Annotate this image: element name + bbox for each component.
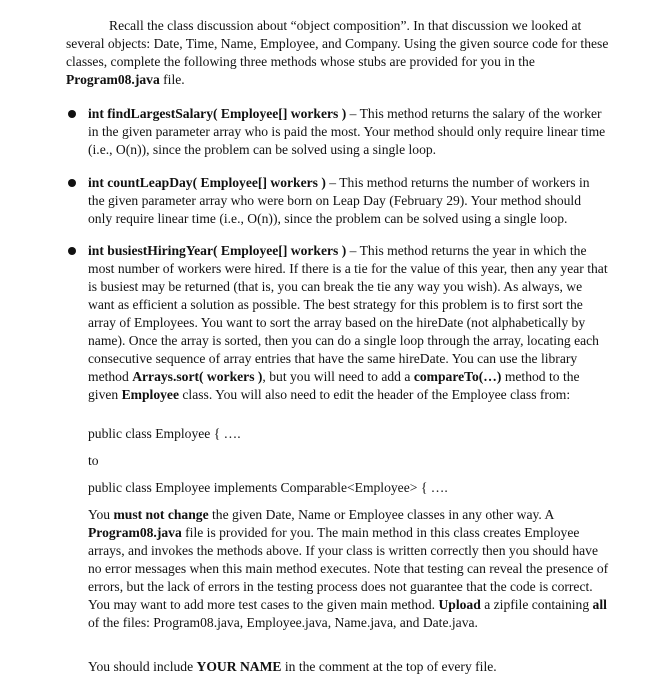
rules-text: a zipfile containing [480, 597, 593, 612]
method-description-end: class. You will also need to edit the header of the Employee class from: [179, 387, 571, 402]
rules-text: the given Date, Name or Employee classes in any other way. A [208, 507, 554, 522]
class-header-old: public class Employee { …. [88, 426, 241, 441]
method-description-cont: method to the given [88, 369, 580, 402]
your-name-emphasis: YOUR NAME [196, 659, 282, 674]
rules-text: of the files: Program08.java, Employee.java, Name.java, and Date.java. [88, 615, 478, 630]
upload-emphasis: Upload [438, 597, 481, 612]
footer-text: in the comment at the top of every file. [281, 659, 497, 674]
method-description-cont: , but you will need to add a [262, 369, 414, 384]
method-item-busiest-hiring-year [88, 242, 608, 404]
method-description: – This method returns the number of workers in the given parameter array who were born on Leap Day (February 29). Your method should only require linear time (i.e., O(n)), since the problem can be solved using a single loop. [88, 175, 590, 226]
rules-text: file is provided for you. The main method in this class creates Employee arrays, and invokes the methods above. If your class is written correctly then you should have no error messages when this main method executes. Note that testing can reveal the presence of errors, but the lack of errors in the testing process does not guarantee that the code is correct. You may want to add more test cases to the given main method. [88, 525, 609, 612]
bullet-2 [68, 179, 76, 187]
intro-text-end: file. [159, 72, 185, 87]
intro-text: Recall the class discussion about “object composition”. In that discussion we looked at several objects: Date, Time, Name, Employee, and Company. Using the given source code for these classes, complete the following three methods whose stubs are provided for you in the [66, 18, 609, 69]
to-word: to [88, 453, 99, 468]
program-file-name: Program08.java [88, 525, 182, 540]
employee-class-name: Employee [121, 387, 179, 402]
method-signature: int countLeapDay( Employee[] workers ) [88, 175, 326, 190]
must-not-change-emphasis: must not change [113, 507, 209, 522]
method-signature: int findLargestSalary( Employee[] workers ) [88, 106, 347, 121]
method-description: – This method returns the year in which the most number of workers were hired. If there is a tie for the value of this year, then any year that is busiest may be returned (that is, you can break the tie any way you wish). As always, we want as efficient a solution as possible. The best strategy for this problem is to first sort the array of Employees. You want to sort the array based on the hireDate (not alphabetically by name). Once the array is sorted, then you can do a single loop through the array, locating each consecutive sequence of array entries that have the same hireDate. You can use the library method [88, 243, 608, 384]
bullet-1 [68, 110, 76, 118]
rules-paragraph [88, 506, 610, 632]
footer-note [88, 658, 610, 676]
arrays-sort-call: Arrays.sort( workers ) [132, 369, 263, 384]
bullet-3 [68, 247, 76, 255]
program-file-name: Program08.java [66, 72, 160, 87]
method-description: – This method returns the salary of the worker in the given parameter array who is paid the most. Your method should only require linear time (i.e., O(n)), since the problem can be solved using a single loop. [88, 106, 606, 157]
all-emphasis: all [592, 597, 607, 612]
intro-paragraph [66, 17, 614, 89]
method-item-count-leap-day [88, 174, 608, 228]
compare-to-call: compareTo(…) [413, 369, 502, 384]
footer-text: You should include [88, 659, 197, 674]
class-header-new: public class Employee implements Comparable<Employee> { …. [88, 480, 448, 495]
method-item-find-largest-salary [88, 105, 608, 159]
method-signature: int busiestHiringYear( Employee[] workers ) [88, 243, 347, 258]
rules-text: You [88, 507, 114, 522]
